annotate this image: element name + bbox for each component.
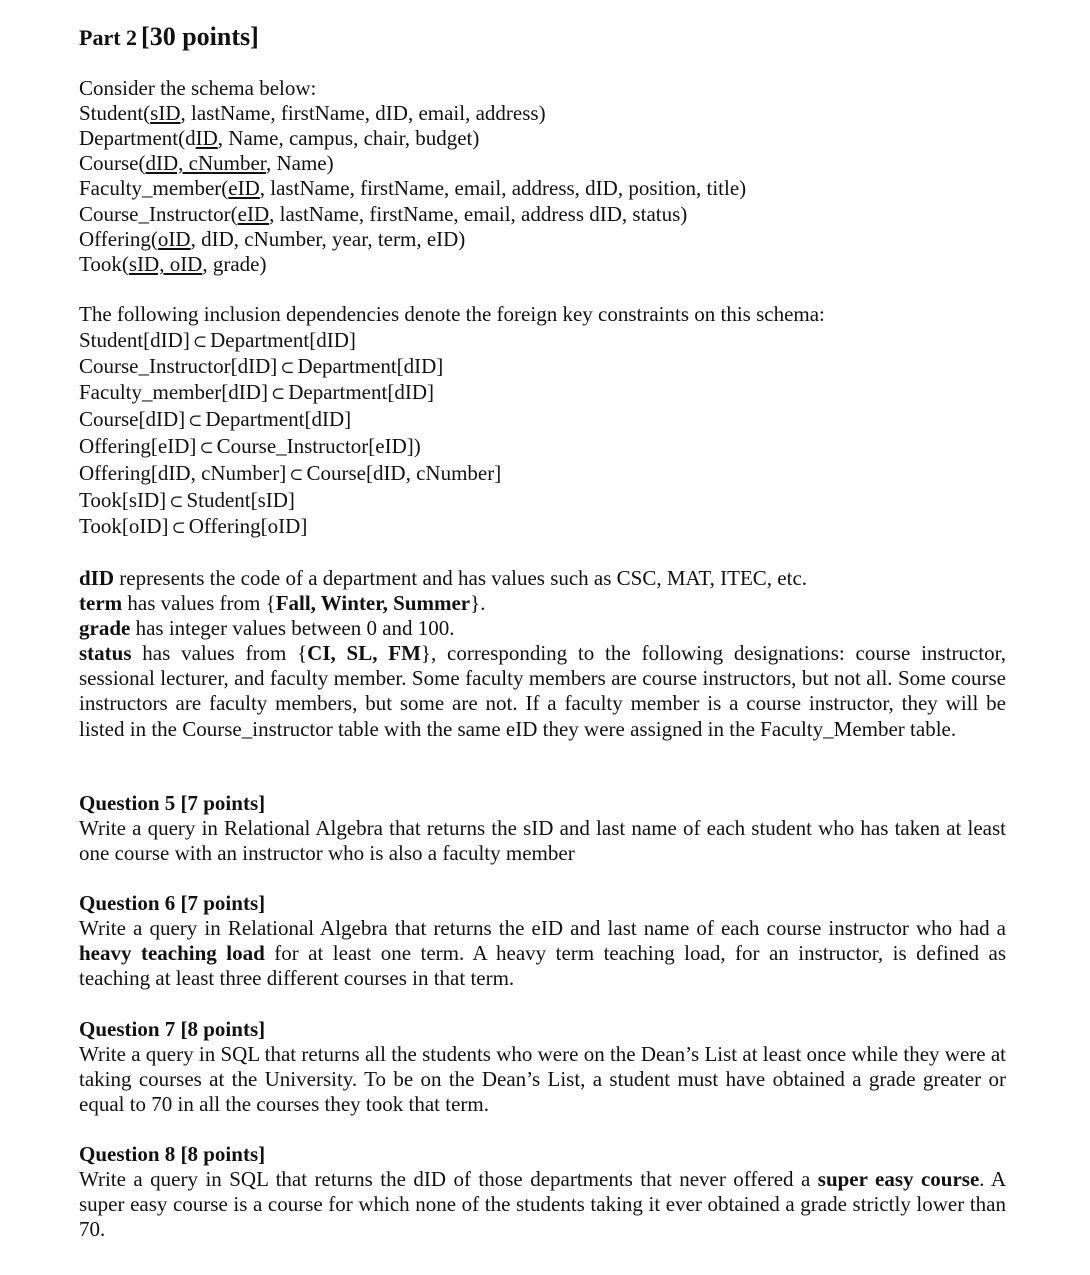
dependency-item: Course_Instructor[dID] ⊂ Department[dID] — [79, 354, 443, 381]
question-5-title: Question 5 [7 points] — [79, 791, 266, 815]
dependency-item: Student[dID] ⊂ Department[dID] — [79, 328, 356, 355]
dependency-item: Took[oID] ⊂ Offering[oID] — [79, 514, 307, 541]
schema-intro: Consider the schema below: — [79, 76, 317, 100]
question-6-title: Question 6 [7 points] — [79, 891, 266, 915]
subset-icon: ⊂ — [171, 518, 186, 538]
question-7-title: Question 7 [8 points] — [79, 1017, 266, 1041]
part-points: [30 points] — [141, 22, 259, 51]
question-5-text: Write a query in Relational Algebra that returns the sID and last name of each student who has taken at least one course with an instructor who is also a faculty member — [79, 816, 1006, 866]
question-7-text: Write a query in SQL that returns all the students who were on the Dean’s List at least once while they were at taking courses at the University. To be on the Dean’s List, a student must have obtained a grade greater or equal to 70 in all the courses they took that term. — [79, 1042, 1006, 1117]
subset-icon: ⊂ — [280, 358, 295, 378]
question-8-text: Write a query in SQL that returns the dID of those departments that never offered a super easy course. A super easy course is a course for which none of the students taking it ever obtained a grade strictly lower than 70. — [79, 1167, 1006, 1242]
relation-course: Course(dID, cNumber, Name) — [79, 151, 334, 175]
attribute-did: dID represents the code of a department and has values such as CSC, MAT, ITEC, etc. — [79, 566, 808, 590]
relation-faculty-member: Faculty_member(eID, lastName, firstName, email, address, dID, position, title) — [79, 176, 747, 200]
subset-icon: ⊂ — [270, 384, 286, 404]
subset-icon: ⊂ — [289, 465, 304, 485]
attribute-term: term has values from {Fall, Winter, Summer}. — [79, 591, 486, 615]
subset-icon: ⊂ — [169, 492, 184, 512]
subset-icon: ⊂ — [199, 438, 214, 458]
part-label: Part 2 — [79, 25, 138, 50]
dependency-item: Offering[eID] ⊂ Course_Instructor[eID]) — [79, 434, 421, 461]
relation-department: Department(dID, Name, campus, chair, budget) — [79, 126, 480, 150]
dependency-item: Faculty_member[dID] ⊂ Department[dID] — [79, 380, 434, 407]
attribute-status: status has values from {CI, SL, FM}, corresponding to the following designations: course instructor, sessional lecturer, and faculty member. Some faculty members are course instructors, but not all. Some course instructors are faculty members, but some are not. If a faculty member is a course instructor, they will be listed in the Course_instructor table with the same eID they were assigned in the Faculty_Member table. — [79, 641, 1006, 741]
dependency-item: Course[dID] ⊂ Department[dID] — [79, 407, 351, 434]
relation-took: Took(sID, oID, grade) — [79, 252, 267, 276]
subset-icon: ⊂ — [188, 411, 203, 431]
relation-offering: Offering(oID, dID, cNumber, year, term, eID) — [79, 227, 466, 251]
subset-icon: ⊂ — [192, 332, 208, 352]
relation-course-instructor: Course_Instructor(eID, lastName, firstName, email, address dID, status) — [79, 202, 688, 226]
part-heading — [79, 22, 259, 52]
dependency-item: Took[sID] ⊂ Student[sID] — [79, 488, 295, 515]
dependency-item: Offering[dID, cNumber] ⊂ Course[dID, cNumber] — [79, 461, 501, 488]
attribute-grade: grade has integer values between 0 and 100. — [79, 616, 455, 640]
dependencies-intro: The following inclusion dependencies denote the foreign key constraints on this schema: — [79, 302, 825, 326]
question-6-text: Write a query in Relational Algebra that returns the eID and last name of each course instructor who had a heavy teaching load for at least one term. A heavy term teaching load, for an instructor, is defined as teaching at least three different courses in that term. — [79, 916, 1006, 991]
question-8-title: Question 8 [8 points] — [79, 1142, 266, 1166]
relation-student: Student(sID, lastName, firstName, dID, email, address) — [79, 101, 546, 125]
